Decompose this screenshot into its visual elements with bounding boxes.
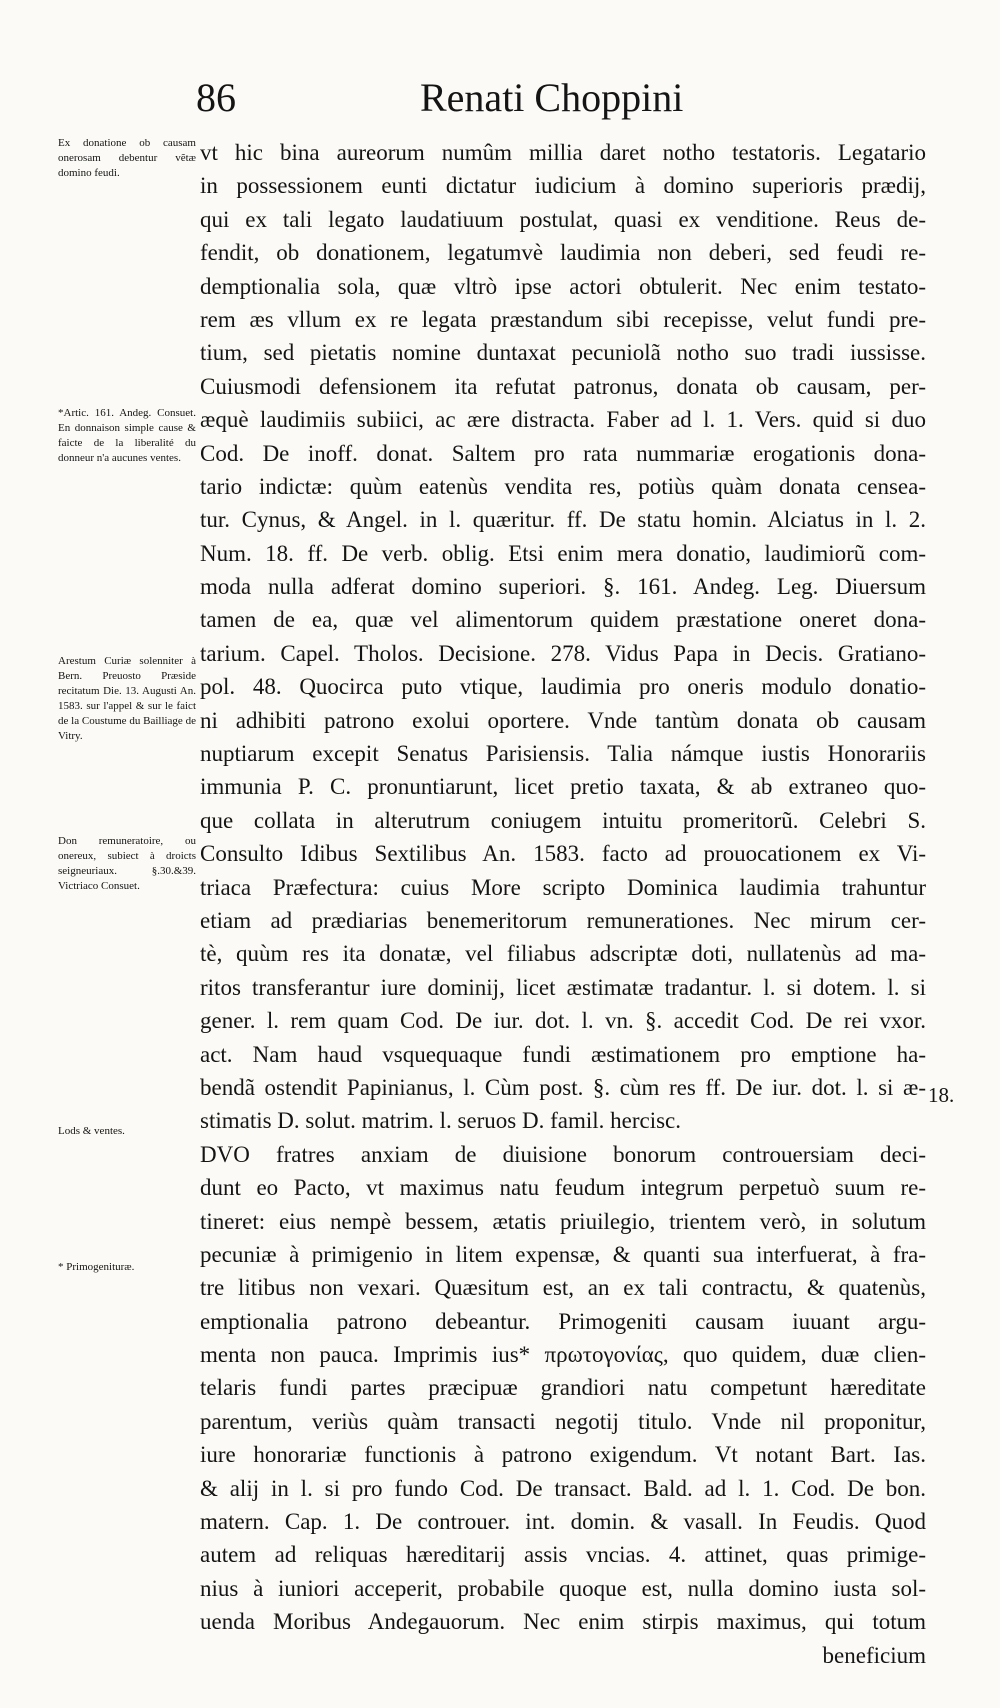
margin-note [58,406,196,466]
text-line: tario indictæ: quùm eatenùs vendita res, potiùs quàm donata censea- [200,473,926,499]
text-line: matern. Cap. 1. De controuer. int. domin. & vasall. In Feudis. Quod [200,1509,926,1535]
text-line: tè, quùm res ita donatæ, vel filiabus adscriptæ doti, nullatenùs ad ma- [200,941,926,967]
text-line: nuptiarum excepit Senatus Parisiensis. Talia námque iustis Honorariis [200,741,926,767]
text-line: que collata in alterutrum coniugem intuitu promeritorũ. Celebri S. [200,807,926,833]
catchword: beneficium [822,1642,926,1668]
text-line: emptionalia patrono debeantur. Primogeniti causam iuuant argu- [200,1308,926,1334]
text-line: dunt eo Pacto, vt maximus natu feudum integrum perpetuò suum re- [200,1175,926,1201]
text-line: & alij in l. si pro fundo Cod. De transact. Bald. ad l. 1. Cod. De bon. [200,1475,926,1501]
text-line: nius à iuniori acceperit, probabile quoque est, nulla domino iusta sol- [200,1575,926,1601]
margin-note [58,654,196,744]
margin-note-text: * Primogenituræ. [58,1261,135,1273]
margin-note [58,136,196,181]
page-header [0,72,1000,132]
text-line: ritos transferantur iure dominij, licet æstimatæ tradantur. l. si dotem. l. si [200,974,926,1000]
text-line: æquè laudimiis subiici, ac ære distracta. Faber ad l. 1. Vers. quid si duo [200,407,926,433]
text-line: uenda Moribus Andegauorum. Nec enim stirpis maximus, qui totum [200,1609,926,1635]
text-line: menta non pauca. Imprimis ius* πρωτογονίας, quo quidem, duæ clien- [200,1342,926,1368]
text-line: Num. 18. ff. De verb. oblig. Etsi enim mera donatio, laudimiorũ com- [200,540,926,566]
text-line: pol. 48. Quocirca puto vtique, laudimia pro oneris modulo donatio- [200,674,926,700]
text-line: rem æs vllum ex re legata præstandum sibi recepisse, velut fundi pre- [200,306,926,332]
text-line: tre litibus non vexari. Quæsitum est, an ex tali contractu, & quatenùs, [200,1275,926,1301]
text-line: pecuniæ à primigenio in litem expensæ, & quanti sua interfuerat, à fra- [200,1241,926,1267]
text-line: triaca Præfectura: cuius More scripto Dominica laudimia trahuntur [200,874,926,900]
text-line: ni adhibiti patrono exolui oportere. Vnde tantùm donata ob causam [200,707,926,733]
text-line: bendã ostendit Papinianus, l. Cùm post. §. cùm res ff. De iur. dot. l. si æ- [200,1074,926,1100]
body-text [200,136,926,1672]
text-line: Cod. De inoff. donat. Saltem pro rata nummariæ erogationis dona- [200,440,926,466]
text-line: telaris fundi partes præcipuæ grandiori natu competunt hæreditate [200,1375,926,1401]
text-line: parentum, veriùs quàm transacti negotij titulo. Vnde nil proponitur, [200,1408,926,1434]
text-line: in possessionem eunti dictatur iudicium à domino superioris prædij, [200,173,926,199]
margin-note-text: Don remuneratoire, ou onereux, subiect à droicts seigneuriaux. §.30.&39. Victriaco Consuet. [58,835,196,892]
text-line: stimatis D. solut. matrim. l. seruos D. famil. hercisc. [200,1108,682,1134]
text-line: qui ex tali legato laudatiuum postulat, quasi ex venditione. Reus de- [200,206,926,232]
text-line: tium, sed pietatis nomine duntaxat pecuniolã notho suo tradi iussisse. [200,340,926,366]
margin-note-text: Ex donatione ob causam onerosam debentur vẽtæ domino feudi. [58,137,196,179]
text-line: DVO fratres anxiam de diuisione bonorum controuersiam deci- [200,1141,926,1167]
text-line: fendit, ob donationem, legatumvè laudimia non deberi, sed feudi re- [200,240,926,266]
page-number: 86 [196,75,236,120]
margin-note-text: *Artic. 161. Andeg. Consuet. En donnaison simple cause & faicte de la liberalité du donneur n'a aucunes ventes. [58,407,196,464]
margin-note [58,1260,196,1275]
text-line: immunia P. C. pronuntiarunt, licet pretio taxata, & ab extraneo quo- [200,774,926,800]
margin-note-text: Lods & ventes. [58,1125,125,1137]
margin-note-text: Arestum Curiæ solenniter à Bern. Preuosto Præside recitatum Die. 13. Augusti An. 1583. sur l'appel & sur le faict de la Coustume du Bailliage de Vitry. [58,655,196,742]
text-line: demptionalia sola, quæ vltrò ipse actori obtulerit. Nec enim testato- [200,273,926,299]
text-line: moda nulla adferat domino superiori. §. 161. Andeg. Leg. Diuersum [200,574,926,600]
section-number: 18. [928,1083,955,1107]
text-line: tur. Cynus, & Angel. in l. quæritur. ff. De statu homin. Alciatus in l. 2. [200,507,926,533]
text-line: etiam ad prædiarias benemeritorum remunerationes. Nec mirum cer- [200,907,926,933]
text-line: iure honorariæ functionis à patrono exigendum. Vt notant Bart. Ias. [200,1442,926,1468]
text-line: act. Nam haud vsquequaque fundi æstimationem pro emptione ha- [200,1041,926,1067]
running-title: Renati Choppini [420,75,684,120]
text-line: autem ad reliquas hæreditarij assis vncias. 4. attinet, quas primige- [200,1542,926,1568]
text-line: vt hic bina aureorum numûm millia daret notho testatoris. Legatario [200,140,926,165]
text-line: gener. l. rem quam Cod. De iur. dot. l. vn. §. accedit Cod. De rei vxor. [200,1008,926,1034]
margin-note [58,834,196,894]
text-line: tamen de ea, quæ vel alimentorum quidem præstatione oneret dona- [200,607,926,633]
text-line: tineret: eius nempè bessem, ætatis priuilegio, trientem verò, in solutum [200,1208,926,1234]
text-line: Consulto Idibus Sextilibus An. 1583. facto ad prouocationem ex Vi- [200,841,926,867]
margin-note [58,1124,196,1139]
text-line: tarium. Capel. Tholos. Decisione. 278. Vidus Papa in Decis. Gratiano- [200,640,926,666]
text-line: Cuiusmodi defensionem ita refutat patronus, donata ob causam, per- [200,373,926,399]
